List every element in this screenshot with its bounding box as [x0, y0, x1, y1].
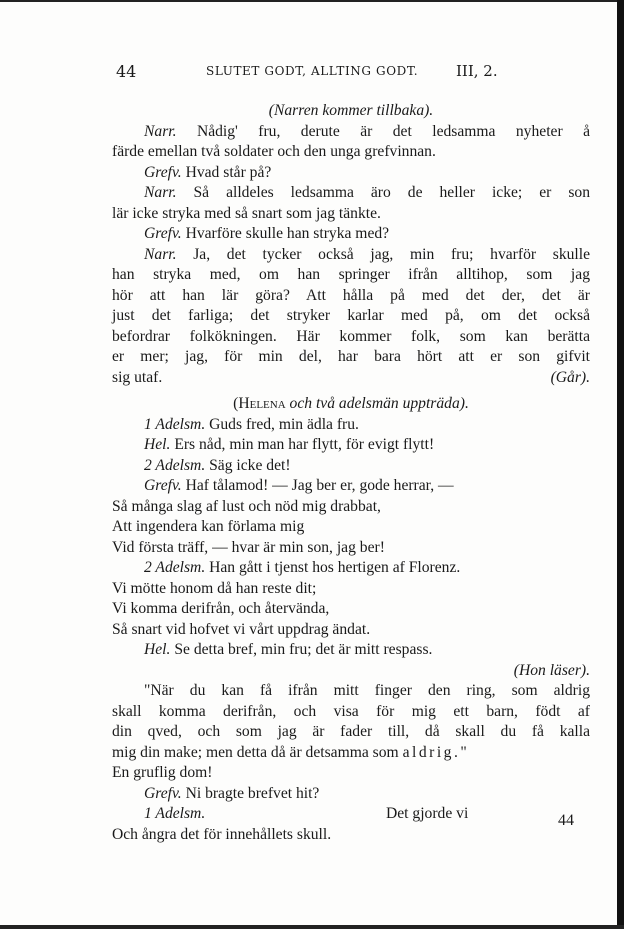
scan-edge-right: [617, 0, 624, 929]
text-line: [112, 538, 590, 559]
text-line: [112, 286, 590, 307]
text-line: [112, 394, 590, 415]
line-text: "När du kan få ifrån mitt finger den ring, som aldrig: [144, 682, 590, 699]
line-text: Vi mötte honom då han reste dit;: [112, 579, 317, 597]
speaker-or-direction: Narr.: [144, 245, 177, 263]
speaker-or-direction: Hel.: [144, 641, 171, 658]
text-line: [112, 435, 590, 456]
text-line: [112, 558, 590, 579]
text-line: [112, 122, 590, 143]
speaker-or-direction: och två adelsmän uppträda).: [285, 395, 469, 412]
speaker-or-direction: Grefv.: [144, 784, 182, 802]
speaker-or-direction: Grefv.: [144, 163, 182, 181]
line-text: (Helena: [233, 395, 286, 412]
line-text: mig din make; men detta då är detsamma som: [112, 743, 403, 761]
text-line: [112, 476, 590, 497]
line-text: Guds fred, min ädla fru.: [205, 415, 359, 433]
line-text: Se detta bref, min fru; det är mitt respass.: [170, 641, 433, 658]
text-line: [112, 640, 590, 661]
text-line: [112, 245, 590, 266]
line-text: Säg icke det!: [205, 456, 291, 474]
line-text: din qved, och som jag är fader till, då skall du få kalla: [112, 723, 590, 740]
text-line: [112, 661, 590, 682]
line-text: aldrig.": [402, 743, 470, 761]
speaker-or-direction: (Hon läser).: [513, 661, 590, 679]
text-line: [112, 306, 590, 327]
text-line: [112, 183, 590, 204]
text-line: [112, 620, 590, 641]
speaker-or-direction: Grefv.: [144, 477, 182, 494]
text-line: [112, 347, 590, 368]
text-line: [112, 579, 590, 600]
line-text: Så alldeles ledsamma äro de heller icke; er son: [176, 184, 590, 201]
stage-direction-right: (Går).: [550, 368, 590, 386]
text-line: [112, 763, 590, 784]
text-line: [112, 722, 590, 743]
text-line: [112, 101, 590, 122]
text-line: [112, 265, 590, 286]
line-text: sig utaf.: [112, 368, 163, 386]
text-line: [112, 599, 590, 620]
line-text: Nådig' fru, derute är det ledsamma nyheter å: [176, 122, 590, 140]
line-text: skall komma derifrån, och visa för mig ett barn, födt af: [112, 702, 590, 720]
line-text: han stryka med, om han springer ifrån alltihop, som jag: [112, 266, 590, 283]
line-text: Att ingendera kan förlama mig: [112, 518, 305, 535]
text-line: [112, 681, 590, 702]
text-line: [112, 368, 590, 389]
line-text: Ja, det tycker också jag, min fru; hvarför skulle: [176, 245, 590, 263]
line-text: Vid första träff, — hvar är min son, jag ber!: [112, 538, 385, 556]
speaker-or-direction: Grefv.: [144, 225, 182, 242]
line-text: er mer; jag, för min del, har bara hört att er son gifvit: [112, 348, 590, 365]
speaker-or-direction: 2 Adelsm.: [144, 456, 206, 474]
speaker-or-direction: 2 Adelsm.: [144, 559, 206, 576]
line-text: just det farliga; det stryker karlar med på, om det också: [112, 307, 590, 324]
line-text: färde emellan två soldater och den unga grefvinnan.: [112, 143, 436, 160]
line-text: Och ångra det för innehållets skull.: [112, 825, 332, 843]
text-line: [112, 327, 590, 348]
text-line: [112, 204, 590, 225]
text-line: [112, 702, 590, 723]
speaker-or-direction: (Narren kommer tillbaka).: [268, 102, 434, 119]
line-continuation: Det gjorde vi: [386, 805, 469, 822]
text-line: [112, 825, 590, 846]
text-line: [112, 224, 590, 245]
act-scene: III, 2.: [456, 62, 498, 80]
line-text: Ers nåd, min man har flytt, för evigt flytt!: [170, 436, 435, 453]
text-line: [112, 804, 590, 825]
text-line: [112, 497, 590, 518]
line-text: Hvarföre skulle han stryka med?: [181, 225, 390, 242]
line-text: Så många slag af lust och nöd mig drabbat,: [112, 497, 381, 515]
speaker-or-direction: 1 Adelsm.: [144, 805, 206, 822]
running-title: SLUTET GODT, ALLTING GODT.: [206, 64, 419, 78]
signature-number: 44: [558, 812, 574, 829]
page-number: 44: [116, 62, 137, 81]
text-line: [112, 163, 590, 184]
scan-edge-bottom: [0, 925, 624, 929]
speaker-or-direction: Narr.: [144, 122, 177, 140]
line-text: Han gått i tjenst hos hertigen af Florenz.: [205, 559, 461, 576]
line-text: hör att han lär göra? Att hålla på med det der, det är: [112, 286, 590, 304]
line-text: befordrar folkökningen. Här kommer folk, som kan berätta: [112, 327, 590, 345]
line-text: Så snart vid hofvet vi vårt uppdrag ändat.: [112, 620, 371, 638]
line-text: Vi komma derifrån, och återvända,: [112, 600, 330, 617]
line-text: Hvad står på?: [181, 163, 272, 181]
line-text: Haf tålamod! — Jag ber er, gode herrar, —: [181, 477, 454, 494]
speaker-or-direction: Narr.: [144, 184, 177, 201]
scan-edge-top: [0, 0, 624, 2]
text-line: [112, 456, 590, 477]
text-line: [112, 142, 590, 163]
text-line: [112, 743, 590, 764]
text-line: [112, 784, 590, 805]
text-line: [112, 517, 590, 538]
line-text: Ni bragte brefvet hit?: [181, 784, 320, 802]
speaker-or-direction: Hel.: [144, 436, 171, 453]
line-text: lär icke stryka med så snart som jag tänkte.: [112, 204, 381, 222]
text-line: [112, 415, 590, 436]
line-text: En gruflig dom!: [112, 764, 213, 781]
speaker-or-direction: 1 Adelsm.: [144, 415, 206, 433]
play-text: [112, 101, 590, 845]
